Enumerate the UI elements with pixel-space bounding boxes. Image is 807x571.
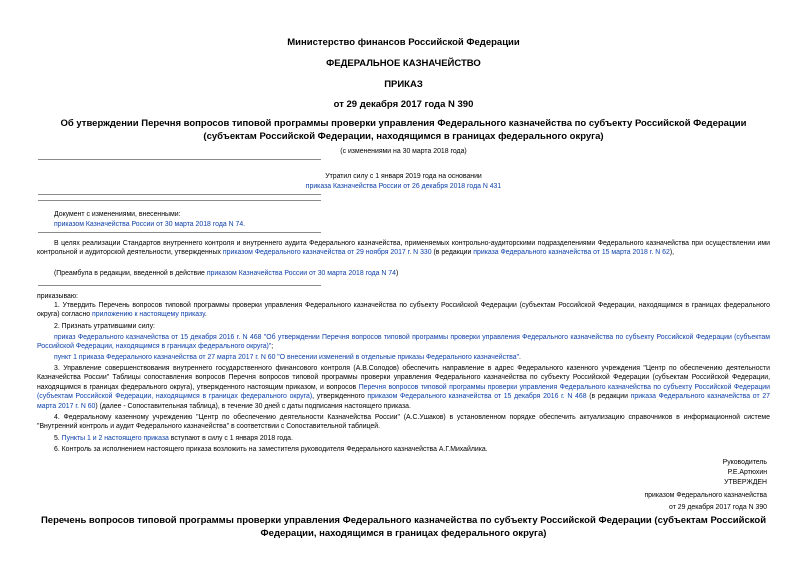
agency-name: ФЕДЕРАЛЬНОЕ КАЗНАЧЕЙСТВО (326, 58, 481, 69)
item-3: 3. Управление совершенствования внутреннего государственного финансового контроля (А.В.Солодов) обеспечить направление в адрес Федерального казенного учреждения "Центр по обеспечению деятельности Казначейства России" Таблицы сопоставления вопросов Перечня вопросов типовой программы проверки управления Федерального казначейства по субъекту Российской Федерации (субъектам Российской Федерации, находящимся в границах федерального округа), утвержденного настоящим приказом, и вопросов Перечня вопросов типовой программы проверки управления Федерального казначейства по субъекту Российской Федерации (субъектам Российской Федерации, находящимся в границах федерального округа), утвержденного приказом Федерального казначейства от 15 декабря 2016 г. N 468 (в редакции приказа Федерального казначейства от 27 марта 2017 г. N 60) (далее - Сопоставительная таблица), в течение 30 дней с даты подписания настоящего приказа. (37, 365, 771, 410)
item-2: 2. Признать утратившими силу: (54, 323, 155, 330)
order-60-link[interactable]: пункт 1 приказа Федерального казначейства от 27 марта 2017 г. N 60 "О внесении изменений в отдельные приказы Федерального казначейства" (54, 354, 520, 361)
changes-link[interactable]: приказом Казначейства России от 30 марта 2018 года N 74. (54, 221, 246, 228)
preamble-edit-note: (Преамбула в редакции, введенной в действие приказом Казначейства России от 30 марта 2018 года N 74) (54, 270, 399, 277)
item-1: 1. Утвердить Перечень вопросов типовой программы проверки управления Федерального казначейства по субъекту Российской Федерации (субъектам Российской Федерации, находящимся в границах федерального округа) согласно приложению к настоящему приказу. (37, 302, 770, 319)
question-list-link[interactable]: Перечня вопросов типовой программы проверки управления Федерального казначейства по субъекту Российской Федерации (субъектам Российской Федерации, находящимся в границах федерального округа) (37, 383, 771, 401)
divider (38, 285, 321, 286)
signature-position: Руководитель (722, 459, 767, 466)
appendix-title: Перечень вопросов типовой программы проверки управления Федерального казначейства по субъекту Российской Федерации (субъектам Российской Федерации, находящимся в границах федерального округа) (40, 515, 767, 539)
approved-order-date: от 29 декабря 2017 года N 390 (669, 504, 767, 511)
item-2-sub-2: пункт 1 приказа Федерального казначейства от 27 марта 2017 г. N 60 "О внесении изменений в отдельные приказы Федерального казначейства". (54, 354, 521, 361)
doc-title: Об утверждении Перечня вопросов типовой программы проверки управления Федерального казначейства по субъекту Российской Федерации (субъектам Российской Федерации, находящимся в границах федерального округа) (60, 118, 747, 142)
order-62-link[interactable]: приказа Федерального казначейства от 15 марта 2018 г. N 62 (473, 249, 670, 257)
order-330-link[interactable]: приказом Федерального казначейства от 29 ноября 2017 г. N 330 (222, 249, 432, 257)
preamble-paragraph: В целях реализации Стандартов внутреннего контроля и внутреннего аудита Федерального казначейства, применяемых контрольно-аудиторскими подразделениями Федерального казначейства при осуществлении ими контрольной и аудиторской деятельности, утвержденных приказом Федерального казначейства от 29 ноября 2017 г. N 330 (в редакции приказа Федерального казначейства от 15 марта 2018 г. N 62), (37, 240, 770, 257)
ministry-name: Министерство финансов Российской Федерации (287, 37, 520, 48)
lost-force-text: Утратил силу с 1 января 2019 года на основании (325, 173, 482, 180)
order-74-link[interactable]: приказом Казначейства России от 30 марта 2018 года N 74 (206, 270, 396, 277)
item-5: 5. Пункты 1 и 2 настоящего приказа вступают в силу с 1 января 2018 года. (54, 435, 293, 442)
changes-label: Документ с изменениями, внесенными: (54, 211, 181, 218)
divider (38, 159, 321, 160)
item-4: 4. Федеральному казенному учреждению "Центр по обеспечению деятельности Казначейства России" (А.С.Ушаков) в установленном порядке обеспечить актуализацию справочников в информационной системе "Внутренний контроль и аудит Федерального казначейства" в соответствии с Сопоставительной таблицей. (37, 414, 770, 431)
lost-force-link[interactable]: приказа Казначейства России от 26 декабря 2018 года N 431 (305, 183, 502, 190)
divider (38, 200, 321, 201)
order-468-link[interactable]: приказ Федерального казначейства от 15 декабря 2016 г. N 468 "Об утверждении Перечня вопросов типовой программы проверки управления Федерального казначейства по субъекту Российской Федерации (субъектам Российской Федерации, находящимся в границах федерального округа)" (37, 334, 770, 351)
divider (38, 194, 321, 195)
items-1-2-link[interactable]: Пункты 1 и 2 настоящего приказа (61, 435, 169, 442)
appendix-link[interactable]: приложению к настоящему приказу (92, 311, 205, 319)
item-6: 6. Контроль за исполнением настоящего приказа возложить на заместителя руководителя Федерального казначейства А.Г.Михайлика. (54, 446, 488, 453)
divider (38, 232, 321, 233)
amendment-note: (с изменениями на 30 марта 2018 года) (340, 148, 467, 155)
item-2-sub-1: приказ Федерального казначейства от 15 декабря 2016 г. N 468 "Об утверждении Перечня вопросов типовой программы проверки управления Федерального казначейства по субъекту Российской Федерации (субъектам Российской Федерации, находящимся в границах федерального округа)"; (37, 334, 770, 351)
order-468-link-2[interactable]: приказом Федерального казначейства от 15 декабря 2016 г. N 468 (367, 393, 587, 401)
doc-type: ПРИКАЗ (384, 79, 423, 90)
doc-date-number: от 29 декабря 2017 года N 390 (333, 99, 474, 110)
approved-by-order: приказом Федерального казначейства (644, 492, 767, 499)
signature-name: Р.Е.Артюхин (727, 469, 767, 476)
approved-label: УТВЕРЖДЕН (724, 479, 767, 486)
order-word: приказываю: (37, 293, 78, 300)
order-60-link-2[interactable]: приказа Федерального казначейства от 27 марта 2017 г. N 60 (37, 393, 770, 410)
